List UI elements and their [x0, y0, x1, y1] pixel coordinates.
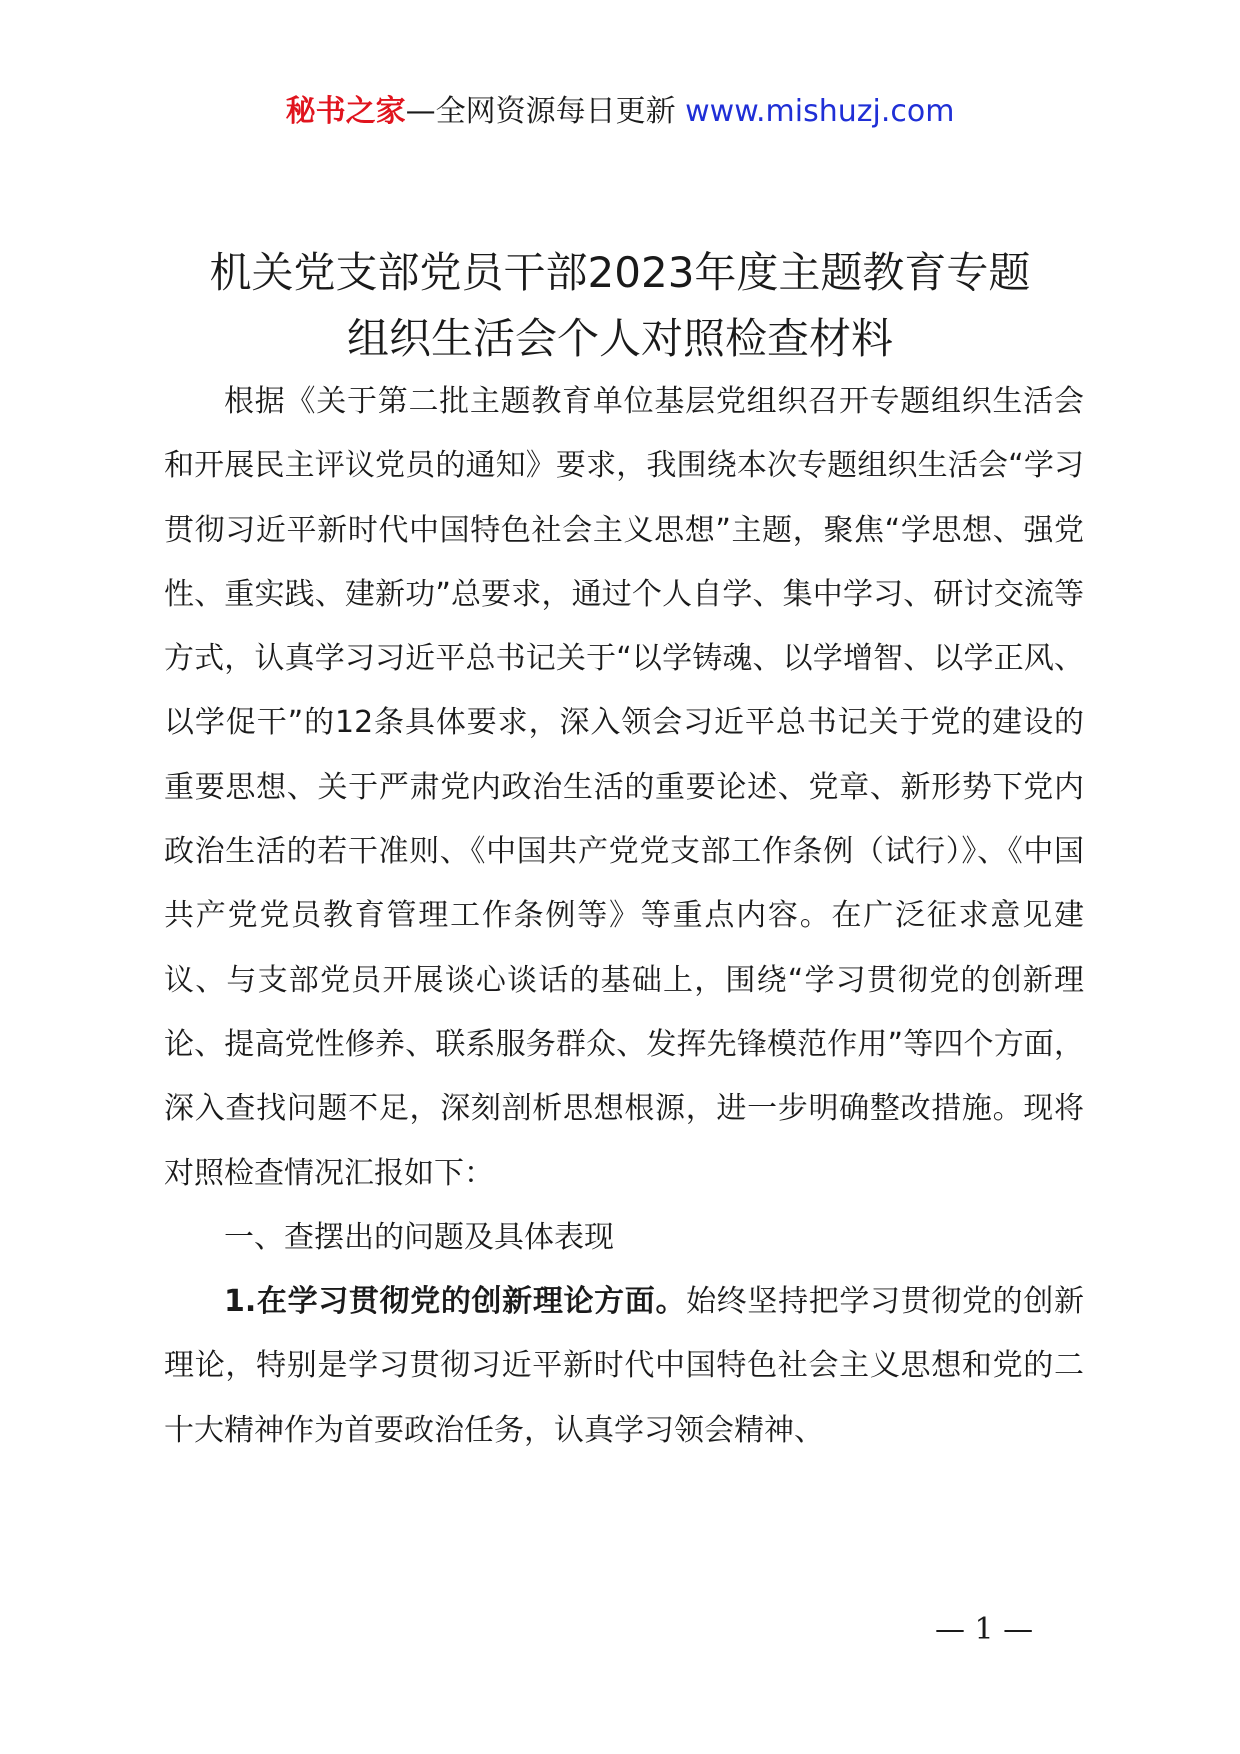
header-tagline: —全网资源每日更新 [405, 94, 676, 129]
brand-name: 秘书之家 [285, 94, 406, 129]
page-number: — 1 — [935, 1612, 1034, 1647]
website-link[interactable]: www.mishuzj.com [685, 94, 955, 129]
section-heading: 一、查摆出的问题及具体表现 [224, 1219, 614, 1255]
title-line-2: 组织生活会个人对照检查材料 [346, 314, 893, 363]
document-title [0, 240, 1240, 372]
site-header [0, 92, 1240, 132]
item-paragraph [164, 1270, 1084, 1463]
item-text: 始终坚持把学习贯彻党的创新理论，特别是学习贯彻习近平新时代中国特色社会主义思想和党的二十大精神作为首要政治任务，认真学习领会精神、 [164, 1284, 1084, 1448]
document-body [164, 370, 1084, 1463]
item-heading: 1.在学习贯彻党的创新理论方面。 [224, 1284, 687, 1320]
title-line-1: 机关党支部党员干部2023年度主题教育专题 [209, 248, 1031, 297]
intro-paragraph: 根据《关于第二批主题教育单位基层党组织召开专题组织生活会和开展民主评议党员的通知》要求，我围绕本次专题组织生活会“学习贯彻习近平新时代中国特色社会主义思想”主题，聚焦“学思想、强党性、重实践、建新功”总要求，通过个人自学、集中学习、研讨交流等方式，认真学习习近平总书记关于“以学铸魂、以学增智、以学正风、以学促干”的12条具体要求，深入领会习近平总书记关于党的建设的重要思想、关于严肃党内政治生活的重要论述、党章、新形势下党内政治生活的若干准则、《中国共产党党支部工作条例（试行）》、《中国共产党党员教育管理工作条例等》等重点内容。在广泛征求意见建议、与支部党员开展谈心谈话的基础上，围绕“学习贯彻党的创新理论、提高党性修养、联系服务群众、发挥先锋模范作用”等四个方面，深入查找问题不足，深刻剖析思想根源，进一步明确整改措施。现将对照检查情况汇报如下： [164, 384, 1084, 1191]
